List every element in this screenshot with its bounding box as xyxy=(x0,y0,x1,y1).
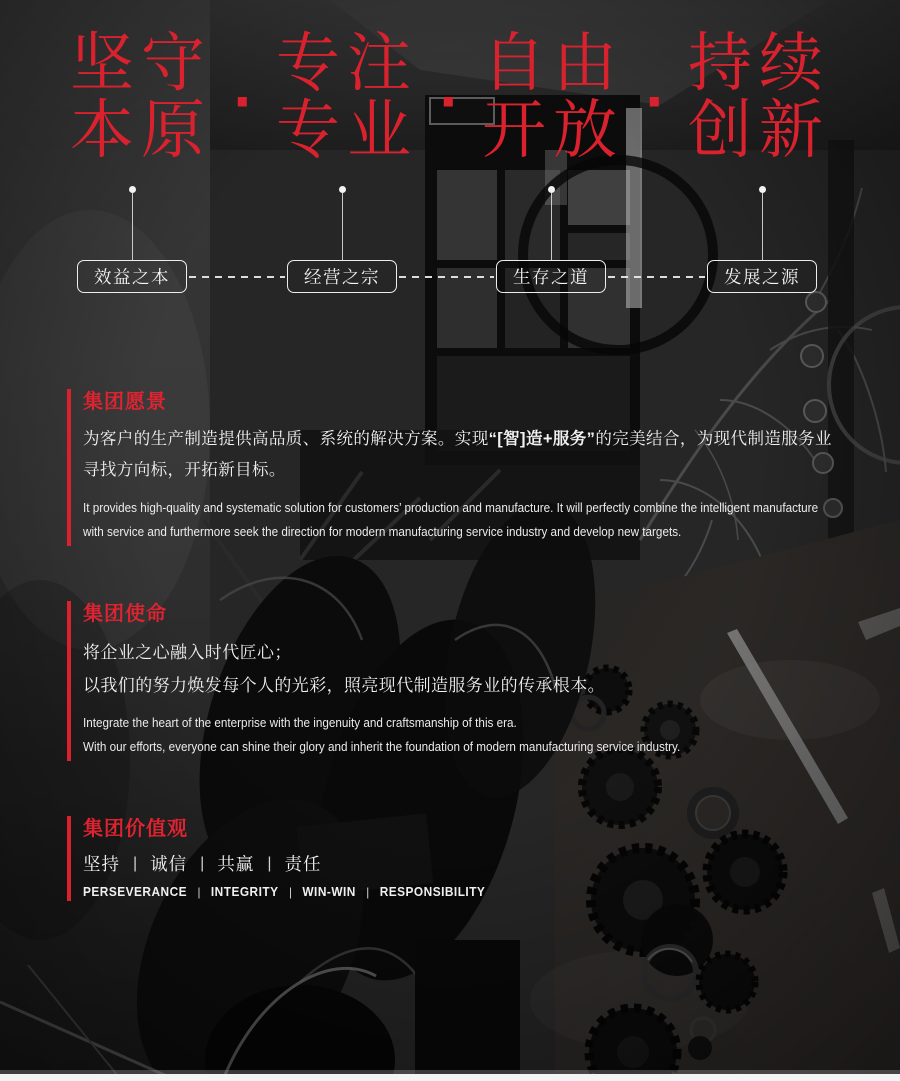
headline-text: 创新 xyxy=(688,94,830,166)
vision-en-line: with service and furthermore seek the direction for modern manufacturing service industry and develop new targets. xyxy=(83,524,682,539)
connector-dot xyxy=(759,186,766,193)
bg-bottom-line xyxy=(0,1070,900,1074)
section-vision xyxy=(67,389,844,546)
value-en: WIN-WIN xyxy=(302,885,356,899)
value-en: INTEGRITY xyxy=(210,885,279,899)
connector-line xyxy=(342,193,343,260)
value-separator: | xyxy=(366,885,370,899)
vision-paragraph-zh xyxy=(83,424,844,486)
pillar-box: 生存之道 xyxy=(496,260,606,293)
headline-separator-dot: · xyxy=(439,65,461,137)
connector-line xyxy=(551,193,552,260)
section-mission xyxy=(67,601,844,761)
headline-text: 坚守 xyxy=(70,27,212,99)
headline-separator-dot: · xyxy=(645,65,667,137)
value-zh: 诚信 xyxy=(150,854,188,874)
vision-zh-post: 的完美结合，为现代制造服务业寻找方向标，开拓新目标。 xyxy=(83,430,832,479)
pillar-unit-2 xyxy=(277,184,407,293)
headline-text: 专注 xyxy=(276,27,418,99)
pillar-unit-3 xyxy=(486,184,616,293)
value-en: PERSEVERANCE xyxy=(83,885,188,899)
section-title: 集团价值观 xyxy=(83,818,188,840)
dashed-connector xyxy=(189,276,285,278)
pillars-diagram xyxy=(0,184,900,299)
vision-zh-pre: 为客户的生产制造提供高品质、系统的解决方案。实现 xyxy=(83,430,489,448)
value-separator: | xyxy=(267,854,272,872)
section-title: 集团愿景 xyxy=(83,391,167,413)
section-values xyxy=(67,816,844,901)
value-zh: 共赢 xyxy=(217,854,255,874)
value-separator: | xyxy=(288,885,292,899)
section-title: 集团使命 xyxy=(83,603,167,625)
vision-zh-bold: “[智]造+服务” xyxy=(488,430,596,448)
value-zh: 坚持 xyxy=(83,854,120,874)
connector-dot xyxy=(548,186,555,193)
values-zh-row xyxy=(83,851,844,876)
headline-text: 自由 xyxy=(482,27,624,99)
connector-line xyxy=(132,193,133,260)
headline-group-4 xyxy=(688,27,830,166)
headline-group-1 xyxy=(70,27,212,166)
headline-group-3 xyxy=(482,27,624,166)
dashed-connector xyxy=(608,276,705,278)
pillar-box: 经营之宗 xyxy=(287,260,397,293)
mission-en-line: Integrate the heart of the enterprise with the ingenuity and craftsmanship of this era. xyxy=(83,715,517,730)
headline xyxy=(70,27,830,166)
connector-dot xyxy=(129,186,136,193)
vision-en-line: It provides high-quality and systematic solution for customers’ production and manufacture. It will perfectly combine the intelligent manufacture xyxy=(83,500,819,515)
headline-group-2 xyxy=(276,27,418,166)
values-en-row xyxy=(83,885,806,899)
pillar-unit-4 xyxy=(697,184,827,293)
headline-separator-dot: · xyxy=(233,65,255,137)
headline-text: 本原 xyxy=(70,94,212,166)
mission-en-line: With our efforts, everyone can shine their glory and inherit the foundation of modern manufacturing service industry. xyxy=(83,739,681,754)
mission-zh-line: 将企业之心融入时代匠心； xyxy=(83,643,292,662)
headline-text: 持续 xyxy=(688,27,830,99)
value-separator: | xyxy=(197,885,201,899)
pillar-unit-1 xyxy=(67,184,197,293)
mission-zh-line: 以我们的努力焕发每个人的光彩，照亮现代制造服务业的传承根本。 xyxy=(83,676,605,695)
connector-dot xyxy=(339,186,346,193)
value-separator: | xyxy=(133,854,138,872)
value-zh: 责任 xyxy=(284,854,322,874)
headline-text: 专业 xyxy=(276,94,418,166)
connector-line xyxy=(762,193,763,260)
dashed-connector xyxy=(399,276,494,278)
value-en: RESPONSIBILITY xyxy=(379,885,486,899)
pillar-box: 效益之本 xyxy=(77,260,187,293)
value-separator: | xyxy=(200,854,205,872)
pillar-box: 发展之源 xyxy=(707,260,817,293)
headline-text: 开放 xyxy=(482,94,624,166)
bg-bottom-strip xyxy=(0,1074,900,1081)
